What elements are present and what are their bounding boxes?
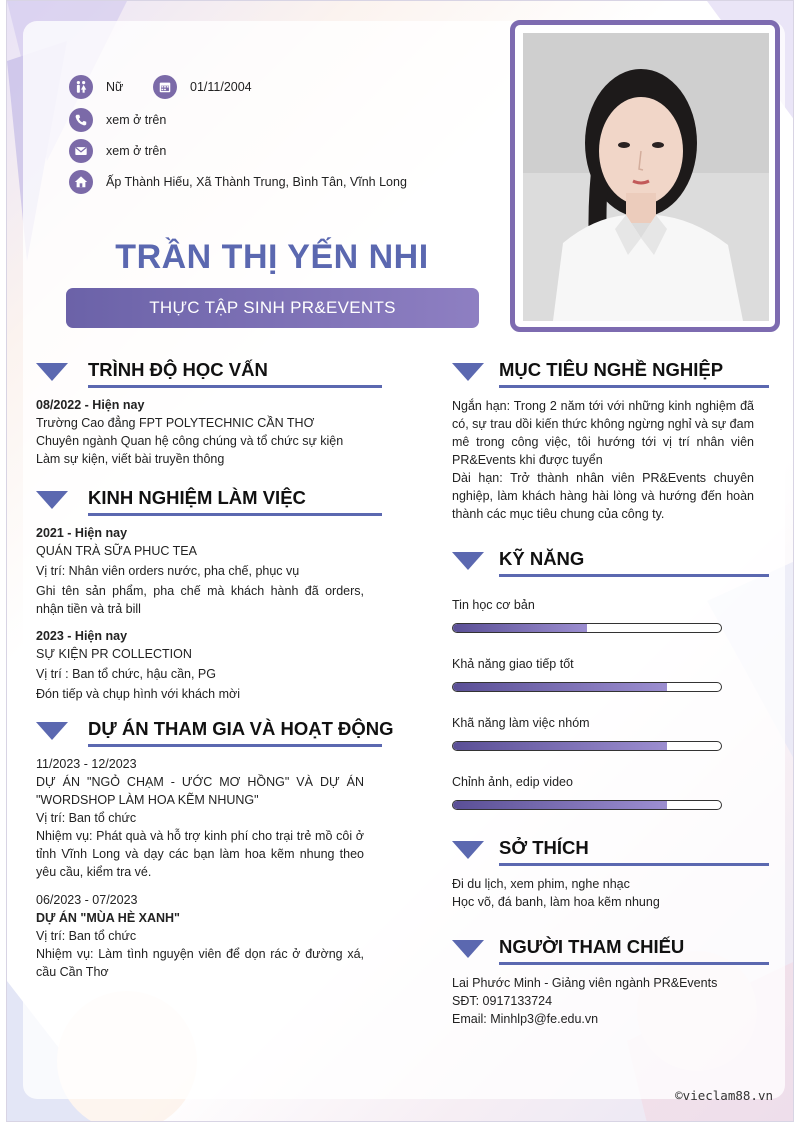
objective-long: Dài hạn: Trở thành nhân viên PR&Events chuyên nghiệp, làm khách hàng hài lòng và hướng đến hoàn thành các mục tiêu chung của công ty. [452,471,754,521]
projects-underline [88,744,382,747]
project-role: Vị trí: Ban tổ chức [36,811,137,825]
experience-underline [88,513,382,516]
experience-desc: Ghi tên sản phẩm, pha chế mà khách hành đã orders, nhận tiền và trả bill [36,584,364,616]
projects-heading [36,718,394,746]
birthdate-text: 01/11/2004 [190,80,252,94]
project-item [36,755,364,881]
skill-level-fill [453,742,667,750]
hobbies-heading [452,837,772,865]
skills-triangle-icon [452,552,484,570]
calendar-icon [153,75,177,99]
envelope-icon [69,139,93,163]
skill-label: Khã năng làm việc nhóm [452,716,590,730]
home-icon [69,170,93,194]
skill-label: Khả năng giao tiếp tốt [452,657,574,671]
position-title: THỰC TẬP SINH PR&EVENTS [66,288,479,328]
education-heading [36,359,386,387]
skills-heading [452,548,772,576]
objective-underline [499,385,769,388]
experience-role: Vị trí: Nhân viên orders nước, pha chế, phục vụ [36,564,300,578]
gender-icon [69,75,93,99]
experience-item [36,627,364,703]
education-detail: Làm sự kiện, viết bài truyền thông [36,452,225,466]
reference-phone: SĐT: 0917133724 [452,994,553,1008]
reference-triangle-icon [452,940,484,958]
education-period: 08/2022 - Hiện nay [36,398,145,412]
phone-text: xem ở trên [106,113,167,127]
experience-period: 2021 - Hiện nay [36,526,128,540]
skill-label: Tin học cơ bản [452,598,535,612]
projects-title: DỰ ÁN THAM GIA VÀ HOẠT ĐỘNG [88,718,394,739]
reference-person: Lai Phước Minh - Giảng viên ngành PR&Events [452,976,718,990]
email-row [69,139,166,163]
experience-triangle-icon [36,491,68,509]
hobbies-underline [499,863,769,866]
skill-level-bar [452,623,722,633]
skill-level-fill [453,624,587,632]
skill-level-fill [453,683,667,691]
education-triangle-icon [36,363,68,381]
objective-title: MỤC TIÊU NGHỀ NGHIỆP [499,359,724,380]
profile-photo [523,33,769,321]
phone-row [69,108,166,132]
birthdate-row [153,75,252,99]
experience-role: Vị trí : Ban tổ chức, hậu cần, PG [36,667,216,681]
phone-icon [69,108,93,132]
education-title: TRÌNH ĐỘ HỌC VẤN [88,359,268,380]
project-period: 06/2023 - 07/2023 [36,893,138,907]
skill-level-bar [452,741,722,751]
project-desc: Nhiệm vụ: Làm tình nguyện viên để dọn rác ở đường xá, cầu Cần Thơ [36,947,364,979]
education-content [36,396,366,468]
reference-title: NGƯỜI THAM CHIẾU [499,936,685,957]
reference-heading [452,936,772,964]
projects-triangle-icon [36,722,68,740]
objective-triangle-icon [452,363,484,381]
skills-title: KỸ NĂNG [499,548,585,569]
project-name: DỰ ÁN "MÙA HÈ XANH" [36,911,180,925]
hobbies-line: Đi du lịch, xem phim, nghe nhạc [452,877,630,891]
experience-heading [36,487,386,515]
experience-company: QUÁN TRÀ SỮA PHUC TEA [36,544,197,558]
skill-label: Chỉnh ảnh, edip video [452,775,573,789]
objective-heading [452,359,772,387]
education-underline [88,385,382,388]
reference-underline [499,962,769,965]
profile-photo-frame [510,20,780,332]
experience-period: 2023 - Hiện nay [36,629,128,643]
hobbies-title: SỞ THÍCH [499,837,589,858]
email-text: xem ở trên [106,144,167,158]
project-name: DỰ ÁN "NGỎ CHẠM - ƯỚC MƠ HỒNG" VÀ DỰ ÁN "WORDSHOP LÀM HOA KẼM NHUNG" [36,775,364,807]
hobbies-content [452,875,754,911]
watermark-text: ©vieclam88.vn [675,1088,773,1103]
experience-company: SỰ KIỆN PR COLLECTION [36,647,192,661]
skill-level-bar [452,800,722,810]
skill-level-fill [453,801,667,809]
reference-email: Email: Minhlp3@fe.edu.vn [452,1012,599,1026]
project-desc: Nhiệm vụ: Phát quà và hỗ trợ kinh phí cho trại trẻ mồ côi ở tỉnh Vĩnh Long và dạy các bạn làm hoa kẽm nhung theo yêu cầu, kiểm tra vé. [36,829,364,879]
experience-title: KINH NGHIỆM LÀM VIỆC [88,487,306,508]
education-school: Trường Cao đẳng FPT POLYTECHNIC CẦN THƠ [36,416,315,430]
address-text: Ấp Thành Hiếu, Xã Thành Trung, Bình Tân, Vĩnh Long [106,175,407,189]
reference-content [452,974,754,1028]
gender-row [69,75,123,99]
candidate-name: TRẦN THỊ YẾN NHI [115,238,429,276]
project-item [36,891,364,981]
gender-text: Nữ [106,80,124,94]
education-major: Chuyên ngành Quan hệ công chúng và tổ chức sự kiện [36,434,344,448]
project-period: 11/2023 - 12/2023 [36,757,137,771]
hobbies-triangle-icon [452,841,484,859]
experience-item [36,524,364,618]
experience-desc: Đón tiếp và chụp hình với khách mời [36,687,240,701]
address-row [69,170,407,194]
hobbies-line: Học võ, đá banh, làm hoa kẽm nhung [452,895,660,909]
skill-level-bar [452,682,722,692]
objective-content [452,397,754,523]
skills-underline [499,574,769,577]
objective-short: Ngắn hạn: Trong 2 năm tới với những kinh nghiệm đã có, sự trau dồi kiến thức không ngừng nghỉ và sự đam mê trong công việc, tôi hướng tới vị trí nhân viên PR&Events khi được tuyển [452,399,754,467]
project-role: Vị trí: Ban tổ chức [36,929,137,943]
